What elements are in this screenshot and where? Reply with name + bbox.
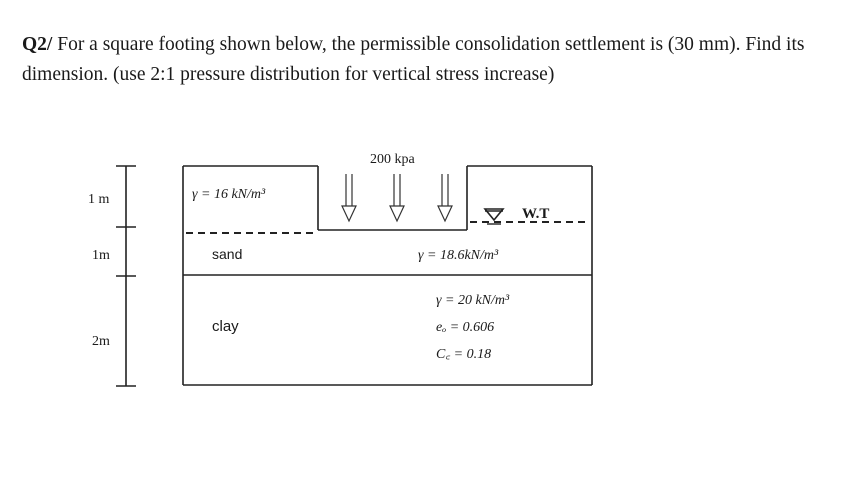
depth-label-2: 1m xyxy=(92,248,110,263)
sand-label: sand xyxy=(212,246,243,262)
clay-void-ratio: eₒ = 0.606 xyxy=(436,320,495,335)
depth-label-1: 1 m xyxy=(88,192,110,207)
clay-unit-weight: γ = 20 kN/m³ xyxy=(436,293,510,308)
clay-compression-index: C꜀ = 0.18 xyxy=(436,347,492,362)
depth-dimension-bar xyxy=(116,166,136,386)
water-table-line xyxy=(186,222,590,233)
question-number: Q2/ xyxy=(22,34,53,55)
sand-unit-weight-above: γ = 16 kN/m³ xyxy=(192,187,266,202)
load-arrow-icon xyxy=(390,174,404,221)
depth-label-3: 2m xyxy=(92,334,110,349)
clay-label: clay xyxy=(212,318,239,335)
load-arrow-icon xyxy=(342,174,356,221)
load-arrow-icon xyxy=(438,174,452,221)
sand-unit-weight-below: γ = 18.6kN/m³ xyxy=(418,248,499,263)
water-table-label: W.T xyxy=(522,206,550,222)
load-label: 200 kpa xyxy=(370,152,415,167)
question-body: For a square footing shown below, the permissible consolidation settlement is (30 mm). Find its dimension. (use 2:1 pressure distribution for vertical stress increase) xyxy=(22,34,805,85)
load-arrows xyxy=(342,174,452,221)
